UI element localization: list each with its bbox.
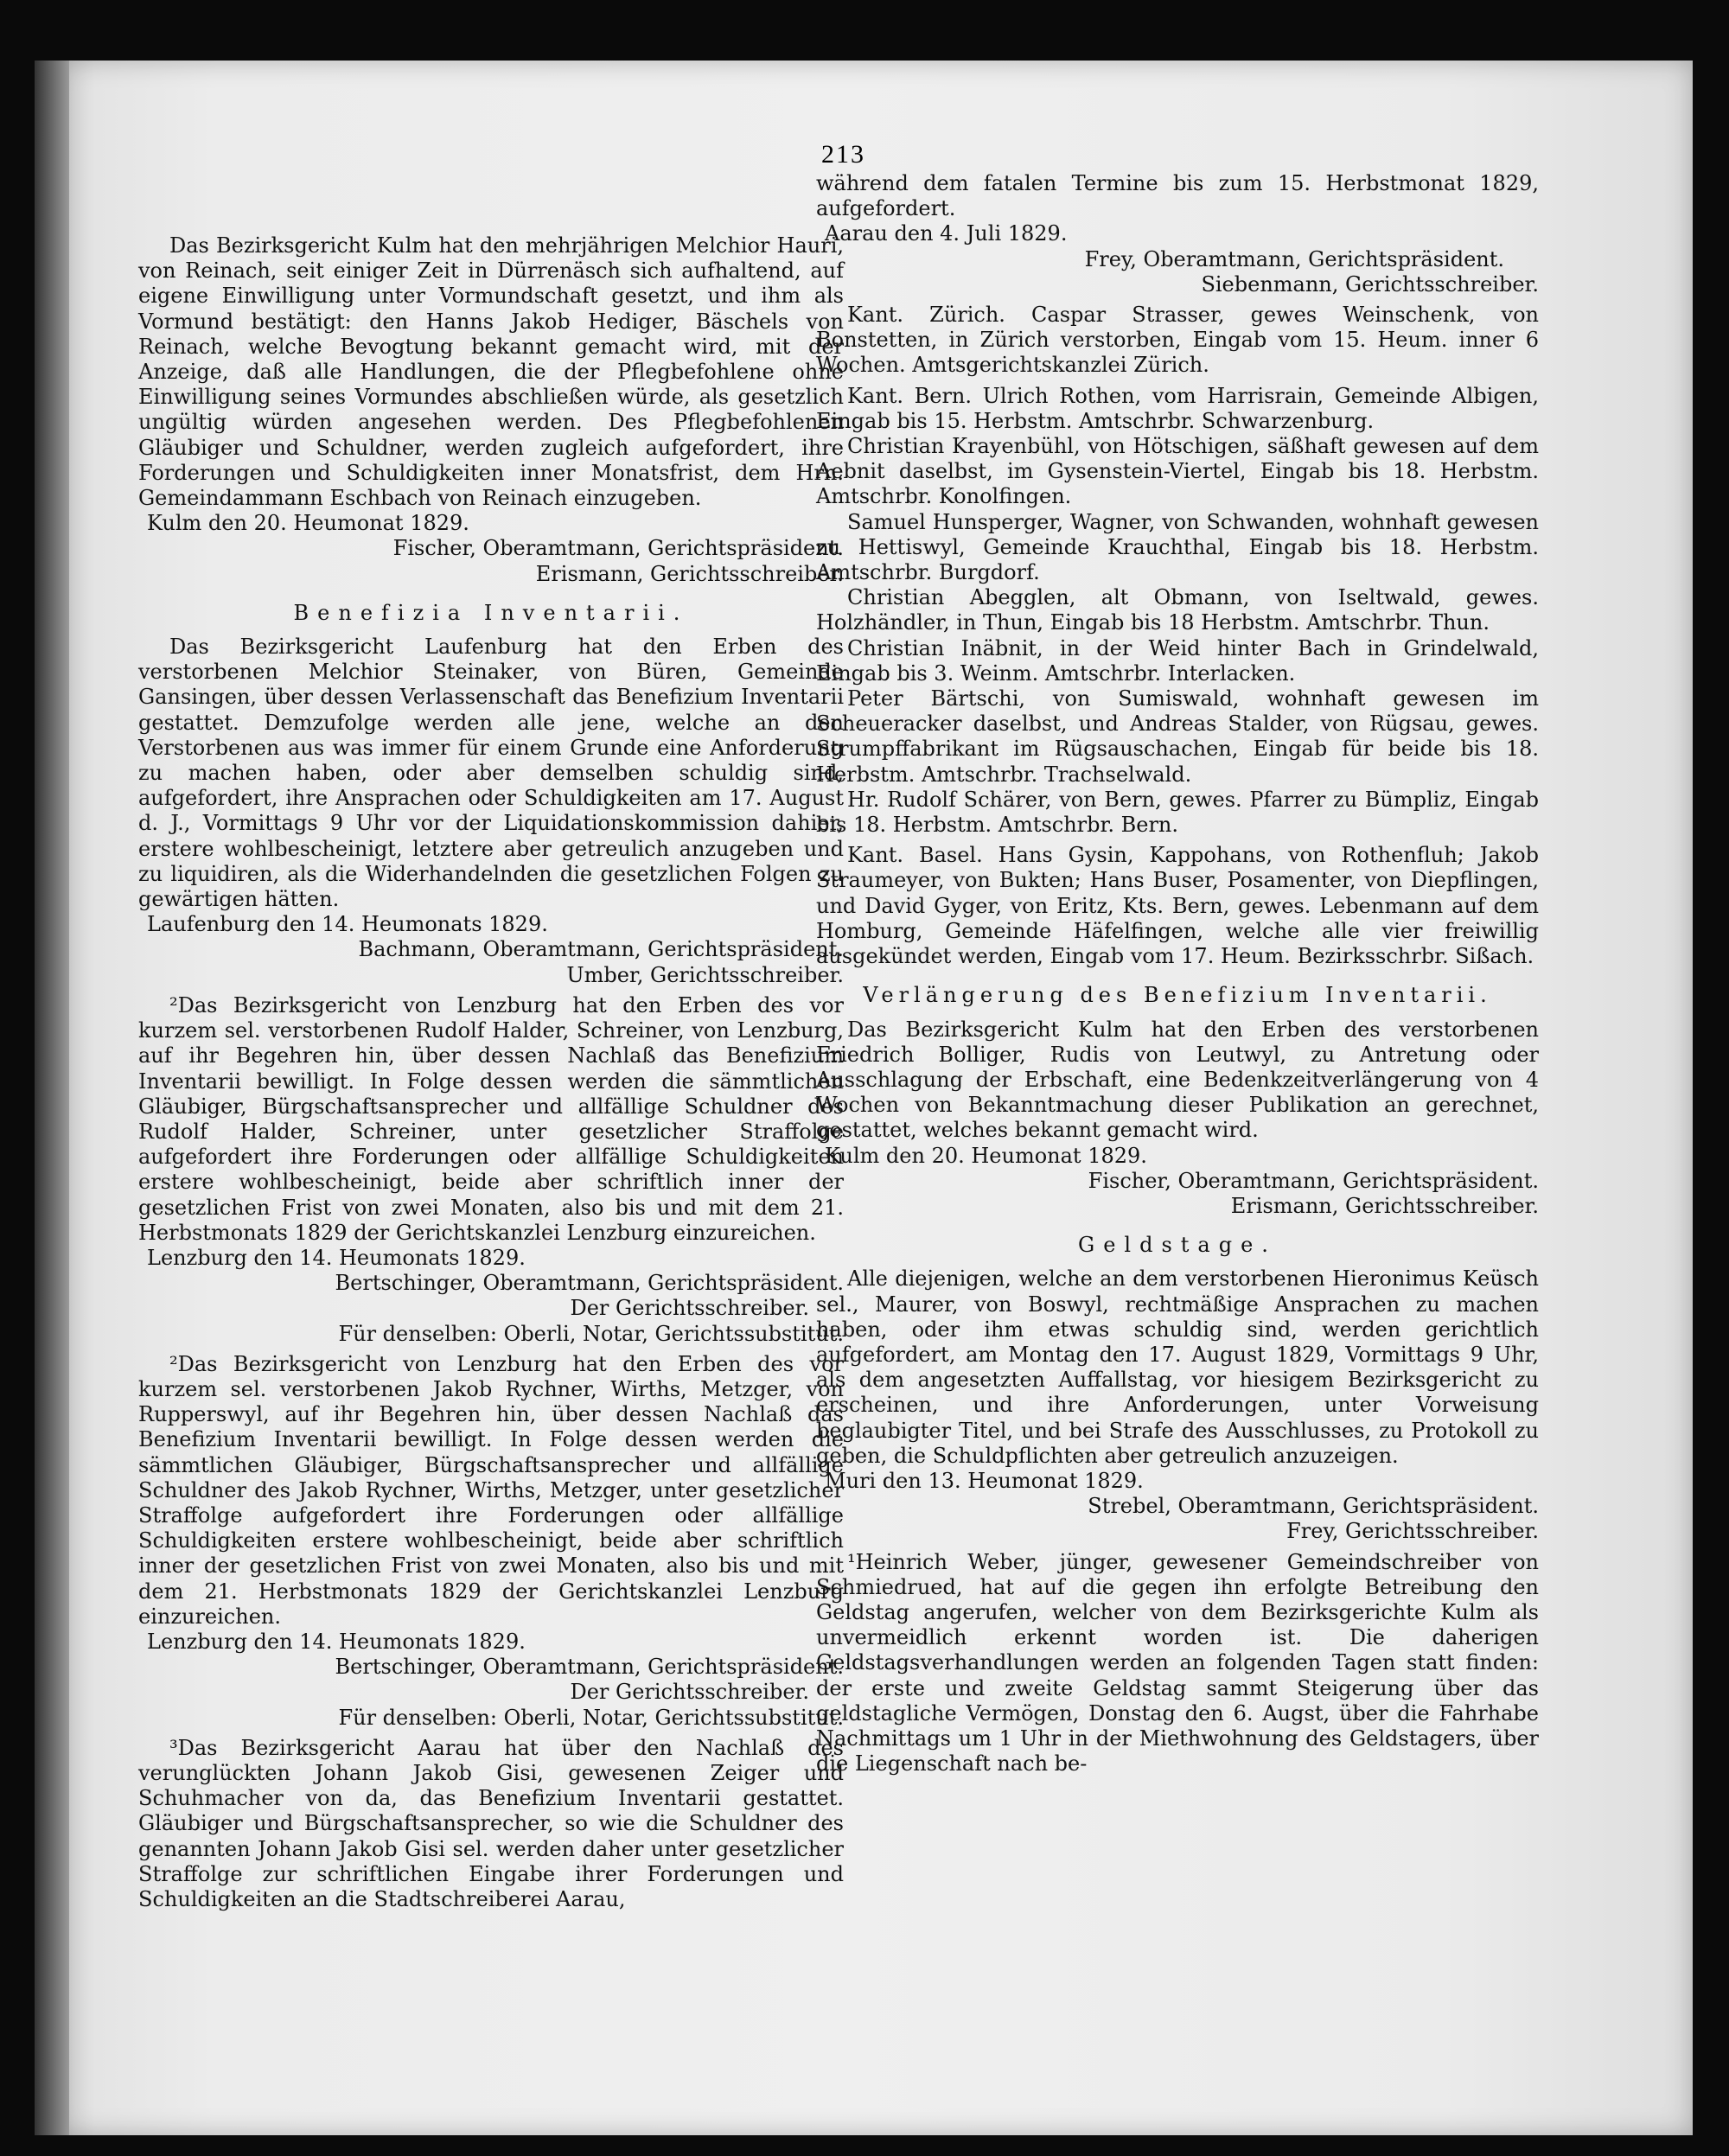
listing-entry: Samuel Hunsperger, Wagner, von Schwanden, wohnhaft gewesen zu Hettiswyl, Gemeinde Krauchthal, Eingab bis 18. Herbstm. Amtschrbr. Burgdorf. — [816, 509, 1539, 585]
notice-dateline: Lenzburg den 14. Heumonats 1829. — [147, 1629, 526, 1654]
page-number: 213 — [821, 140, 865, 169]
right-column — [816, 171, 1539, 1782]
section-heading-geldstage: Geldstage. — [1078, 1233, 1277, 1258]
signature-clerk: Frey, Gerichtsschreiber. — [1286, 1519, 1539, 1544]
signature-president: Strebel, Oberamtmann, Gerichtspräsident. — [1088, 1494, 1539, 1519]
listing-entry: Christian Inäbnit, in der Weid hinter Bach in Grindelwald, Eingab bis 3. Weinm. Amtschrbr. Interlacken. — [816, 635, 1539, 686]
signature-president: Fischer, Oberamtmann, Gerichtspräsident. — [1088, 1168, 1539, 1193]
notice-lenzburg-rychner — [138, 1352, 844, 1731]
signature-substitute: Für denselben: Oberli, Notar, Gerichtssubstitut. — [338, 1321, 844, 1346]
notice-weber — [816, 1550, 1539, 1777]
listing-basel — [816, 843, 1539, 969]
notice-dateline: Muri den 13. Heumonat 1829. — [825, 1468, 1144, 1493]
signature-clerk: Erismann, Gerichtsschreiber. — [1230, 1193, 1539, 1218]
notice-text: ²Das Bezirksgericht von Lenzburg hat den Erben des vor kurzem sel. verstorbenen Jakob Rychner, Wirths, Metzger, von Rupperswyl, auf ihr Begehren hin, über dessen Nachlaß das Benefizium Inventarii bewilligt. In Folge dessen werden die sämmtlichen Gläubiger, Bürgschaftsansprecher und allfällige Schuldner des Jakob Rychner, Wirths, Metzger, unter gesetzlicher Straffolge aufgefordert ihre Forderungen oder allfällige Schuldigkeiten erstere wohlbescheinigt, beide aber schriftlich inner der gesetzlichen Frist von zwei Monaten, also bis und mit dem 21. Herbstmonats 1829 der Gerichtskanzlei Lenzburg einzureichen. — [138, 1351, 844, 1629]
signature-president: Bertschinger, Oberamtmann, Gerichtspräsident. — [335, 1655, 844, 1680]
notice-dateline: Lenzburg den 14. Heumonats 1829. — [147, 1245, 526, 1270]
notice-dateline: Laufenburg den 14. Heumonats 1829. — [147, 912, 548, 937]
signature-president: Bachmann, Oberamtmann, Gerichtspräsident. — [358, 937, 844, 962]
newspaper-page — [61, 61, 1693, 2135]
notice-text: während dem fatalen Termine bis zum 15. Herbstmonat 1829, aufgefordert. — [816, 171, 1539, 221]
signature-clerk: Der Gerichtsschreiber. — [570, 1296, 809, 1321]
listing-entry: Kant. Basel. Hans Gysin, Kappohans, von Rothenfluh; Jakob Straumeyer, von Bukten; Hans Buser, Posamenter, von Diepflingen, und David Gyger, von Eritz, Kts. Bern, gewes. Lebenmann auf dem Homburg, Gemeinde Häfelfingen, welche alle vier freiwillig ausgekündet werden, Eingab vom 17. Heum. Bezirksschrbr. Sißach. — [816, 843, 1539, 969]
notice-text: Das Bezirksgericht Laufenburg hat den Erben des verstorbenen Melchior Steinaker, von Büren, Gemeinde Gansingen, über dessen Verlassenschaft das Benefizium Inventarii gestattet. Demzufolge werden alle jene, welche an den Verstorbenen aus was immer für einem Grunde eine Anforderung zu machen haben, oder aber demselben schuldig sind, aufgefordert, ihre Ansprachen oder Schuldigkeiten am 17. August d. J., Vormittags 9 Uhr vor der Liquidationskommission dahier, erstere wohlbescheinigt, letztere aber getreulich anzugeben und zu liquidiren, als die Widerhandelnden die gesetzlichen Folgen zu gewärtigen hätten. — [138, 635, 844, 912]
listing-entry: Christian Krayenbühl, von Hötschigen, säßhaft gewesen auf dem Aebnit daselbst, im Gysenstein-Viertel, Eingab bis 18. Herbstm. Amtschrbr. Konolfingen. — [816, 434, 1539, 509]
signature-president: Frey, Oberamtmann, Gerichtspräsident. — [1084, 246, 1504, 271]
signature-president: Fischer, Oberamtmann, Gerichtspräsident. — [392, 536, 844, 561]
signature-clerk: Umber, Gerichtsschreiber. — [566, 962, 844, 987]
section-heading-benefizia: Benefizia Inventarii. — [293, 600, 689, 625]
notice-aarau-gisi — [138, 1736, 844, 1912]
notice-laufenburg — [138, 635, 844, 988]
notice-dateline: Kulm den 20. Heumonat 1829. — [147, 511, 469, 536]
notice-dateline: Aarau den 4. Juli 1829. — [825, 221, 1068, 246]
notice-text: Alle diejenigen, welche an dem verstorbenen Hieronimus Keüsch sel., Maurer, von Boswyl, rechtmäßige Ansprachen zu machen haben, oder ihm etwas schuldig sind, werden gerichtlich aufgefordert, am Montag den 17. August 1829, Vormittags 9 Uhr, als dem angesetzten Auffallstag, vor hiesigem Bezirksgericht zu erscheinen, und ihre Anforderungen, unter Vorweisung beglaubigter Titel, und bei Strafe des Ausschlusses, zu Protokoll zu geben, die Schuldpflichten aber getreulich anzuzeigen. — [816, 1266, 1539, 1468]
notice-text: Das Bezirksgericht Kulm hat den Erben des verstorbenen Friedrich Bolliger, Rudis von Leutwyl, zu Antretung oder Ausschlagung der Erbschaft, eine Bedenkzeitverlängerung von 4 Wochen von Bekanntmachung dieser Publikation an gerechnet, gestattet, welches bekannt gemacht wird. — [816, 1017, 1539, 1143]
signature-clerk: Siebenmann, Gerichtsschreiber. — [1201, 271, 1539, 297]
listing-bern — [816, 384, 1539, 839]
listing-entry: Kant. Bern. Ulrich Rothen, vom Harrisrain, Gemeinde Albigen, Eingab bis 15. Herbstm. Amtschrbr. Schwarzenburg. — [816, 383, 1539, 433]
listing-zurich — [816, 303, 1539, 379]
notice-muri — [816, 1266, 1539, 1544]
listing-entry: Hr. Rudolf Schärer, von Bern, gewes. Pfarrer zu Bümpliz, Eingab bis 18. Herbstm. Amtschrbr. Bern. — [816, 787, 1539, 838]
section-heading-verlaengerung: Verlängerung des Benefizium Inventarii. — [863, 983, 1492, 1008]
signature-clerk: Der Gerichtsschreiber. — [570, 1680, 809, 1705]
left-column — [138, 233, 844, 1917]
listing-entry: Kant. Zürich. Caspar Strasser, gewes Weinschenk, von Bonstetten, in Zürich verstorben, Eingab vom 15. Heum. inner 6 Wochen. Amtsgerichtskanzlei Zürich. — [816, 303, 1539, 378]
signature-substitute: Für denselben: Oberli, Notar, Gerichtssubstitut. — [338, 1705, 844, 1730]
listing-entry: Peter Bärtschi, von Sumiswald, wohnhaft gewesen im Scheueracker daselbst, und Andreas Stalder, von Rügsau, gewes. Strumpffabrikant im Rügsauschachen, Eingab für beide bis 18. Herbstm. Amtschrbr. Trachselwald. — [816, 686, 1539, 787]
notice-text: ¹Heinrich Weber, jünger, gewesener Gemeindschreiber von Schmiedrued, hat auf die gegen ihn erfolgte Betreibung den Geldstag angerufen, welcher von dem Bezirksgerichte Kulm als unvermeidlich erkennt worden ist. Die daherigen Geldstagsverhandlungen werden an folgenden Tagen statt finden: der erste und zweite Geldstag sammt Steigerung über das geldstagliche Vermögen, Donstag den 6. Augst, über die Fahrhabe Nachmittags um 1 Uhr in der Miethwohnung des Geldstagers, über die Liegenschaft nach be- — [816, 1549, 1539, 1776]
notice-text: ²Das Bezirksgericht von Lenzburg hat den Erben des vor kurzem sel. verstorbenen Rudolf Halder, Schreiner, von Lenzburg, auf ihr Begehren hin, über dessen Nachlaß das Benefizium Inventarii bewilligt. In Folge dessen werden die sämmtlichen Gläubiger, Bürgschaftsansprecher und allfällige Schuldner des Rudolf Halder, Schreiner, unter gesetzlicher Straffolge aufgefordert ihre Forderungen oder allfällige Schuldigkeiten erstere wohlbescheinigt, beide aber schriftlich inner der gesetzlichen Frist von zwei Monaten, also bis und mit dem 21. Herbstmonats 1829 der Gerichtskanzlei Lenzburg einzureichen. — [138, 992, 844, 1245]
signature-clerk: Erismann, Gerichtsschreiber. — [535, 561, 844, 586]
notice-kulm-bolliger — [816, 1017, 1539, 1220]
listing-entry: Christian Abegglen, alt Obmann, von Iseltwald, gewes. Holzhändler, in Thun, Eingab bis 18 Herbstm. Amtschrbr. Thun. — [816, 585, 1539, 635]
notice-text: Das Bezirksgericht Kulm hat den mehrjährigen Melchior Hauri, von Reinach, seit einiger Zeit in Dürrenäsch sich aufhaltend, auf eigene Einwilligung unter Vormundschaft gesetzt, und ihm als Vormund bestätigt: den Hanns Jakob Hediger, Bäschels von Reinach, welche Bevogtung bekannt gemacht wird, mit der Anzeige, daß alle Handlungen, die der Pflegbefohlene ohne Einwilligung seines Vormundes abschließen würde, als gesetzlich ungültig würden angesehen werden. Des Pflegbefohlenen Gläubiger und Schuldner, werden zugleich aufgefordert, ihre Forderungen und Schuldigkeiten inner Monatsfrist, dem Hrn. Gemeindammann Eschbach von Reinach einzugeben. — [138, 233, 844, 511]
notice-kulm-guardianship — [138, 233, 844, 587]
notice-dateline: Kulm den 20. Heumonat 1829. — [825, 1143, 1147, 1168]
notice-text: ³Das Bezirksgericht Aarau hat über den Nachlaß des verunglückten Johann Jakob Gisi, gewesenen Zeiger und Schuhmacher von da, das Benefizium Inventarii gestattet. Gläubiger und Bürgschaftsansprecher, so wie die Schuldner des genannten Johann Jakob Gisi sel. werden daher unter gesetzlicher Straffolge zur schriftlichen Eingabe ihrer Forderungen und Schuldigkeiten an die Stadtschreiberei Aarau, — [138, 1735, 844, 1911]
signature-president: Bertschinger, Oberamtmann, Gerichtspräsident. — [335, 1271, 844, 1296]
notice-lenzburg-halder — [138, 993, 844, 1347]
notice-aarau-continued — [816, 171, 1539, 297]
